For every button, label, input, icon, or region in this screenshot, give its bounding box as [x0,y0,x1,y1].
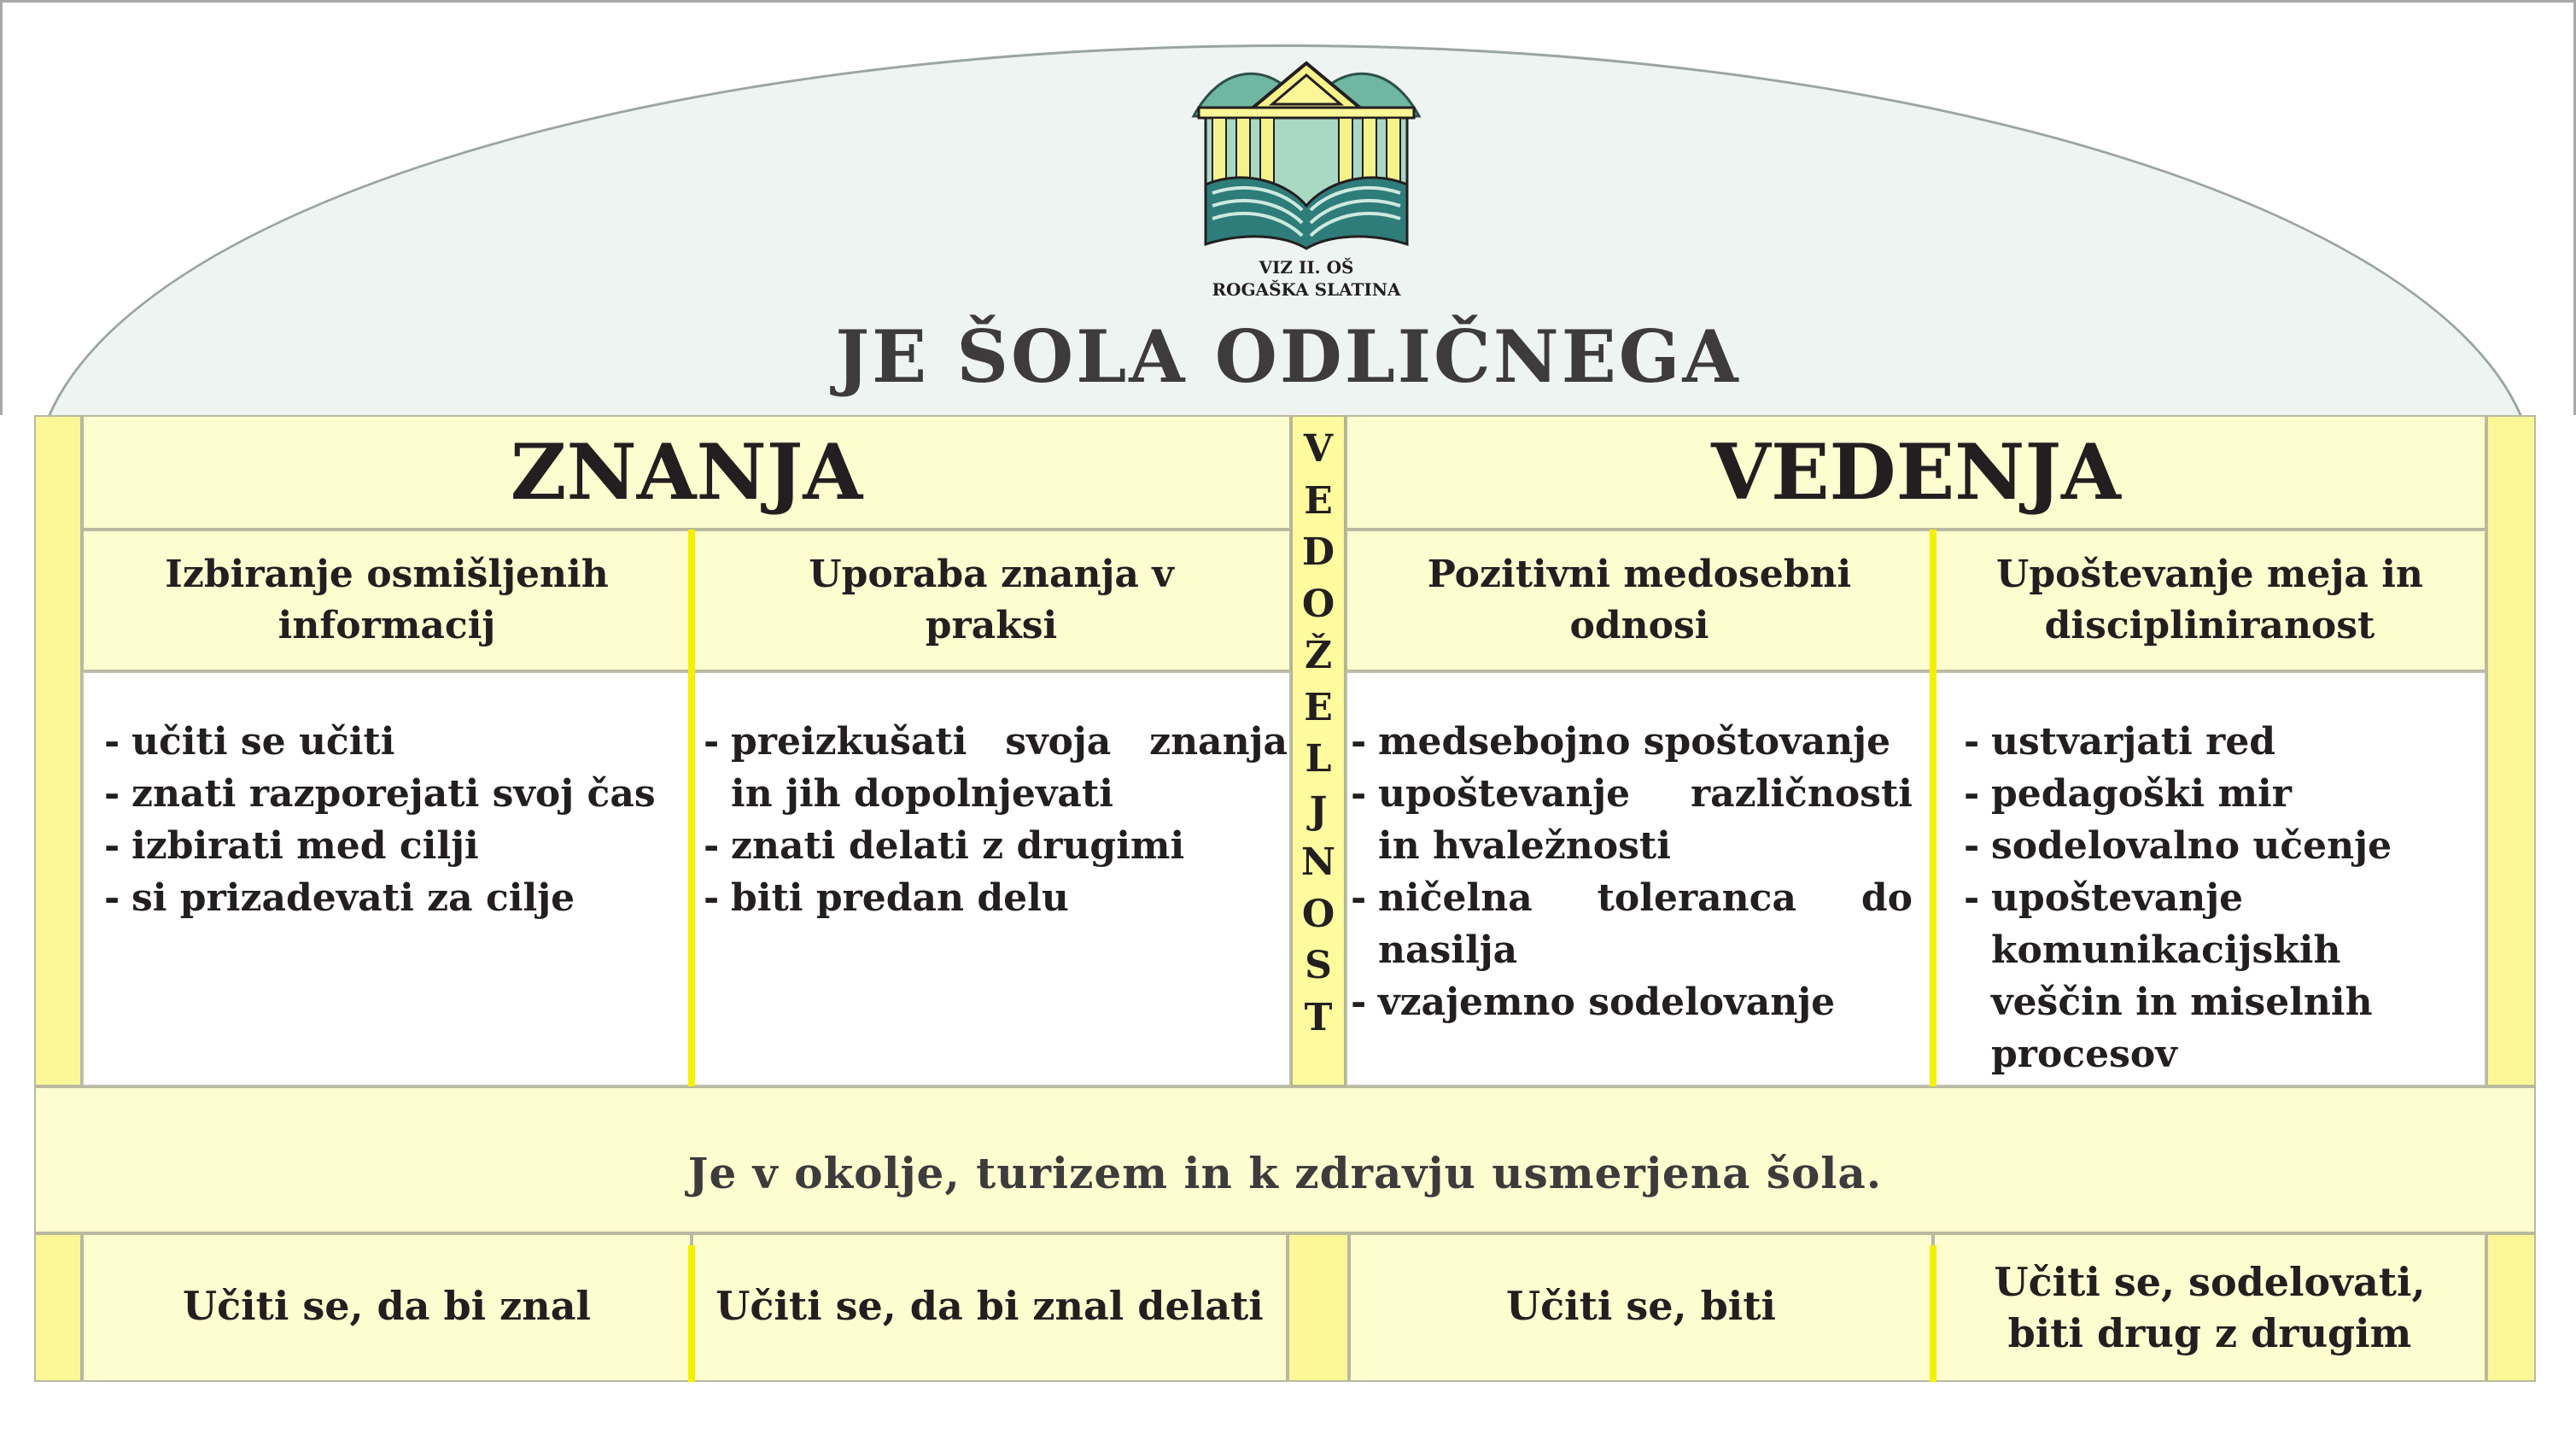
center-letter: D [1301,530,1335,574]
center-letter: O [1301,582,1335,626]
list-item: - preizkušati svoja znanja in jih dopolnjevati [704,716,1288,820]
school-logo [1187,56,1426,313]
content-left-2 [692,671,1291,1086]
list-item: - ničelna toleranca do nasilja [1351,872,1913,976]
list-item: - znati delati z drugimi [704,820,1288,872]
subheading-left-2: Uporaba znanja v praksi [692,530,1291,671]
list-left-1 [104,716,673,924]
heading-znanja: ZNANJA [82,415,1291,530]
bottom-column-divider [688,1245,695,1382]
list-item: - biti predan delu [704,872,1288,924]
page-title: JE ŠOLA ODLIČNEGA [835,314,1741,399]
right-side-bar [2486,415,2536,1086]
center-letter: E [1304,478,1333,523]
bottom-right-side-bar [2486,1233,2536,1382]
center-letter: O [1301,892,1335,936]
list-item: - znati razporejati svoj čas [104,768,673,820]
bottom-cell-4: Učiti se, sodelovati, biti drug z drugim [1933,1233,2486,1382]
subheading-right-2: Upoštevanje meja in discipliniranost [1933,530,2486,671]
bottom-left-side-bar [34,1233,82,1382]
school-building-book-icon [1187,56,1426,253]
motto-band: Je v okolje, turizem in k zdravju usmerjena šola. [34,1086,2536,1233]
list-item: - upoštevanje komunikacijskih veščin in miselnih procesov [1964,872,2468,1080]
logo-text-line2: ROGAŠKA SLATINA [1212,279,1401,300]
list-item: - pedagoški mir [1964,768,2468,820]
left-side-bar [34,415,82,1086]
bottom-column-divider [1930,1245,1936,1382]
content-right-2 [1933,671,2486,1086]
list-item: - upoštevanje različnosti in hvaležnosti [1351,768,1913,872]
list-left-2 [704,716,1288,924]
bottom-cell-1: Učiti se, da bi znal [82,1233,692,1382]
list-right-2 [1964,716,2468,1080]
list-right-1 [1351,716,1913,1028]
list-item: - vzajemno sodelovanje [1351,976,1913,1028]
logo-text-line1: VIZ II. OŠ [1259,257,1354,278]
center-letter: N [1300,840,1336,884]
list-item: - ustvarjati red [1964,716,2468,768]
center-letter: S [1305,944,1332,987]
subheading-left-1: Izbiranje osmišljenih informacij [82,530,692,671]
subheading-right-1: Pozitivni medosebni odnosi [1346,530,1933,671]
content-left-1 [82,671,692,1086]
center-letter: V [1303,427,1334,471]
heading-vedenja: VEDENJA [1346,415,2486,530]
center-letter: E [1304,685,1333,729]
list-item: - učiti se učiti [104,716,673,768]
center-letter: T [1304,995,1333,1039]
list-item: - izbirati med cilji [104,820,673,872]
center-letter: J [1309,788,1328,833]
bottom-cell-2: Učiti se, da bi znal delati [692,1233,1288,1382]
content-right-1 [1346,671,1933,1086]
bottom-center-block [1288,1233,1349,1382]
center-vertical-label [1291,415,1346,1086]
list-item: - medsebojno spoštovanje [1351,716,1913,768]
center-letter: L [1305,737,1332,781]
list-item: - si prizadevati za cilje [104,872,673,924]
column-divider [1930,530,1936,1086]
column-divider [688,530,695,1086]
bottom-cell-3: Učiti se, biti [1349,1233,1933,1382]
center-letter: Ž [1304,634,1333,677]
list-item: - sodelovalno učenje [1964,820,2468,872]
